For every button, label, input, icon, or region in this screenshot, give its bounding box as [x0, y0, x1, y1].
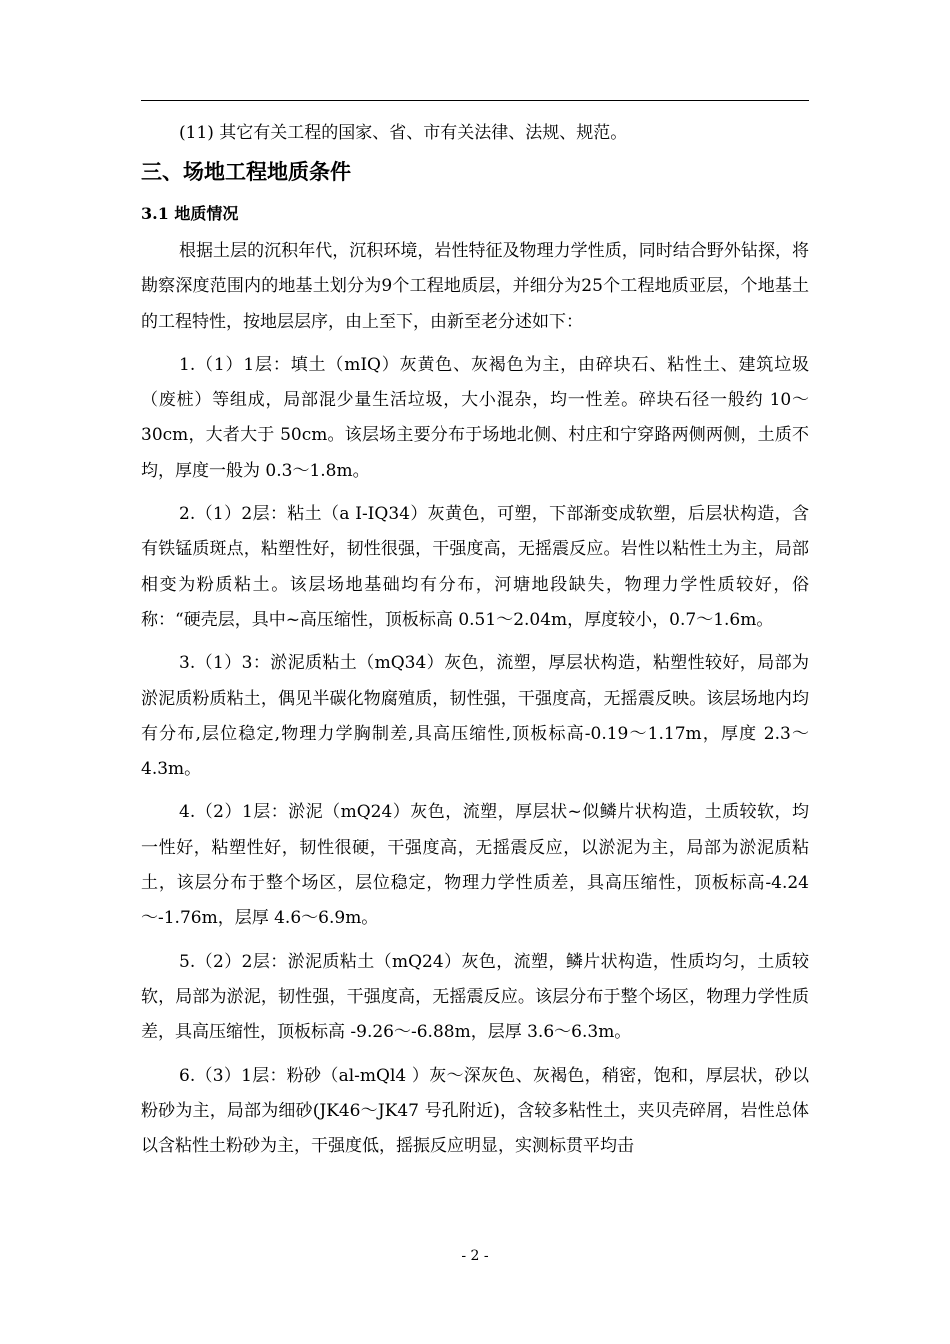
subsection-title: 3.1 地质情况 — [141, 204, 239, 223]
paragraph-layer-2-1: 4.（2）1层：淤泥（mQ24）灰色，流塑，厚层状~似鳞片状构造，土质较软，均一性好，粘塑性好，韧性很硬，干强度高，无摇震反应，以淤泥为主，局部为淤泥质粘土，该层分布于整个场区，层位稳定，物理力学性质差，具高压缩性，顶板标高-4.24～-1.76m，层厚 4.6～6.9m。 — [141, 802, 809, 929]
header-rule — [141, 100, 809, 101]
paragraph-layer-1-3: 3.（1）3：淤泥质粘土（mQ34）灰色，流塑，厚层状构造，粘塑性较好，局部为淤泥质粉质粘土，偶见半碳化物腐殖质，韧性强，干强度高，无摇震反映。该层场地内均有分布,层位稳定,物理力学胸制差,具高压缩性,顶板标高-0.19～1.17m，厚度 2.3～4.3m。 — [141, 653, 809, 780]
regulation-item-11: (11) 其它有关工程的国家、省、市有关法律、法规、规范。 — [179, 123, 628, 143]
paragraph-intro: 根据土层的沉积年代，沉积环境，岩性特征及物理力学性质，同时结合野外钻探，将勘察深度范围内的地基土划分为9个工程地质层，并细分为25个工程地质亚层，个地基土的工程特性，按地层层序，由上至下，由新至老分述如下： — [141, 241, 809, 332]
paragraph-layer-2-2: 5.（2）2层：淤泥质粘土（mQ24）灰色，流塑，鳞片状构造，性质均匀，土质较软，局部为淤泥，韧性强，干强度高，无摇震反应。该层分布于整个场区，物理力学性质差，具高压缩性，顶板标高 -9.26～-6.88m，层厚 3.6～6.3m。 — [141, 951, 809, 1043]
document-body — [141, 116, 809, 1172]
paragraph-layer-1-2: 2.（1）2层：粘土（a I-IQ34）灰黄色，可塑，下部渐变成软塑，后层状构造，含有铁锰质斑点，粘塑性好，韧性很强，干强度高，无摇震反应。岩性以粘性土为主，局部相变为粉质粘土。该层场地基础均有分布，河塘地段缺失，物理力学性质较好，俗称：“硬壳层，具中~高压缩性，顶板标高 0.51～2.04m，厚度较小，0.7～1.6m。 — [141, 504, 809, 630]
paragraph-layer-3-1: 6.（3）1层：粉砂（al-mQl4 ）灰～深灰色、灰褐色，稍密，饱和，厚层状，砂以粉砂为主，局部为细砂(JK46～JK47 号孔附近)，含较多粘性土，夹贝壳碎屑，岩性总体以含粘性土粉砂为主，干强度低，摇振反应明显，实测标贯平均击 — [141, 1065, 809, 1157]
page-number: - 2 - — [461, 1248, 489, 1264]
section-title: 三、场地工程地质条件 — [141, 159, 351, 184]
paragraph-layer-1-1: 1.（1）1层：填土（mIQ）灰黄色、灰褐色为主，由碎块石、粘性土、建筑垃圾（废桩）等组成，局部混少量生活垃圾，大小混杂，均一性差。碎块石径一般约 10～30cm，大者大于 50cm。该层场主要分布于场地北侧、村庄和宁穿路两侧两侧，土质不均，厚度一般为 0.3～1.8m。 — [141, 354, 809, 481]
